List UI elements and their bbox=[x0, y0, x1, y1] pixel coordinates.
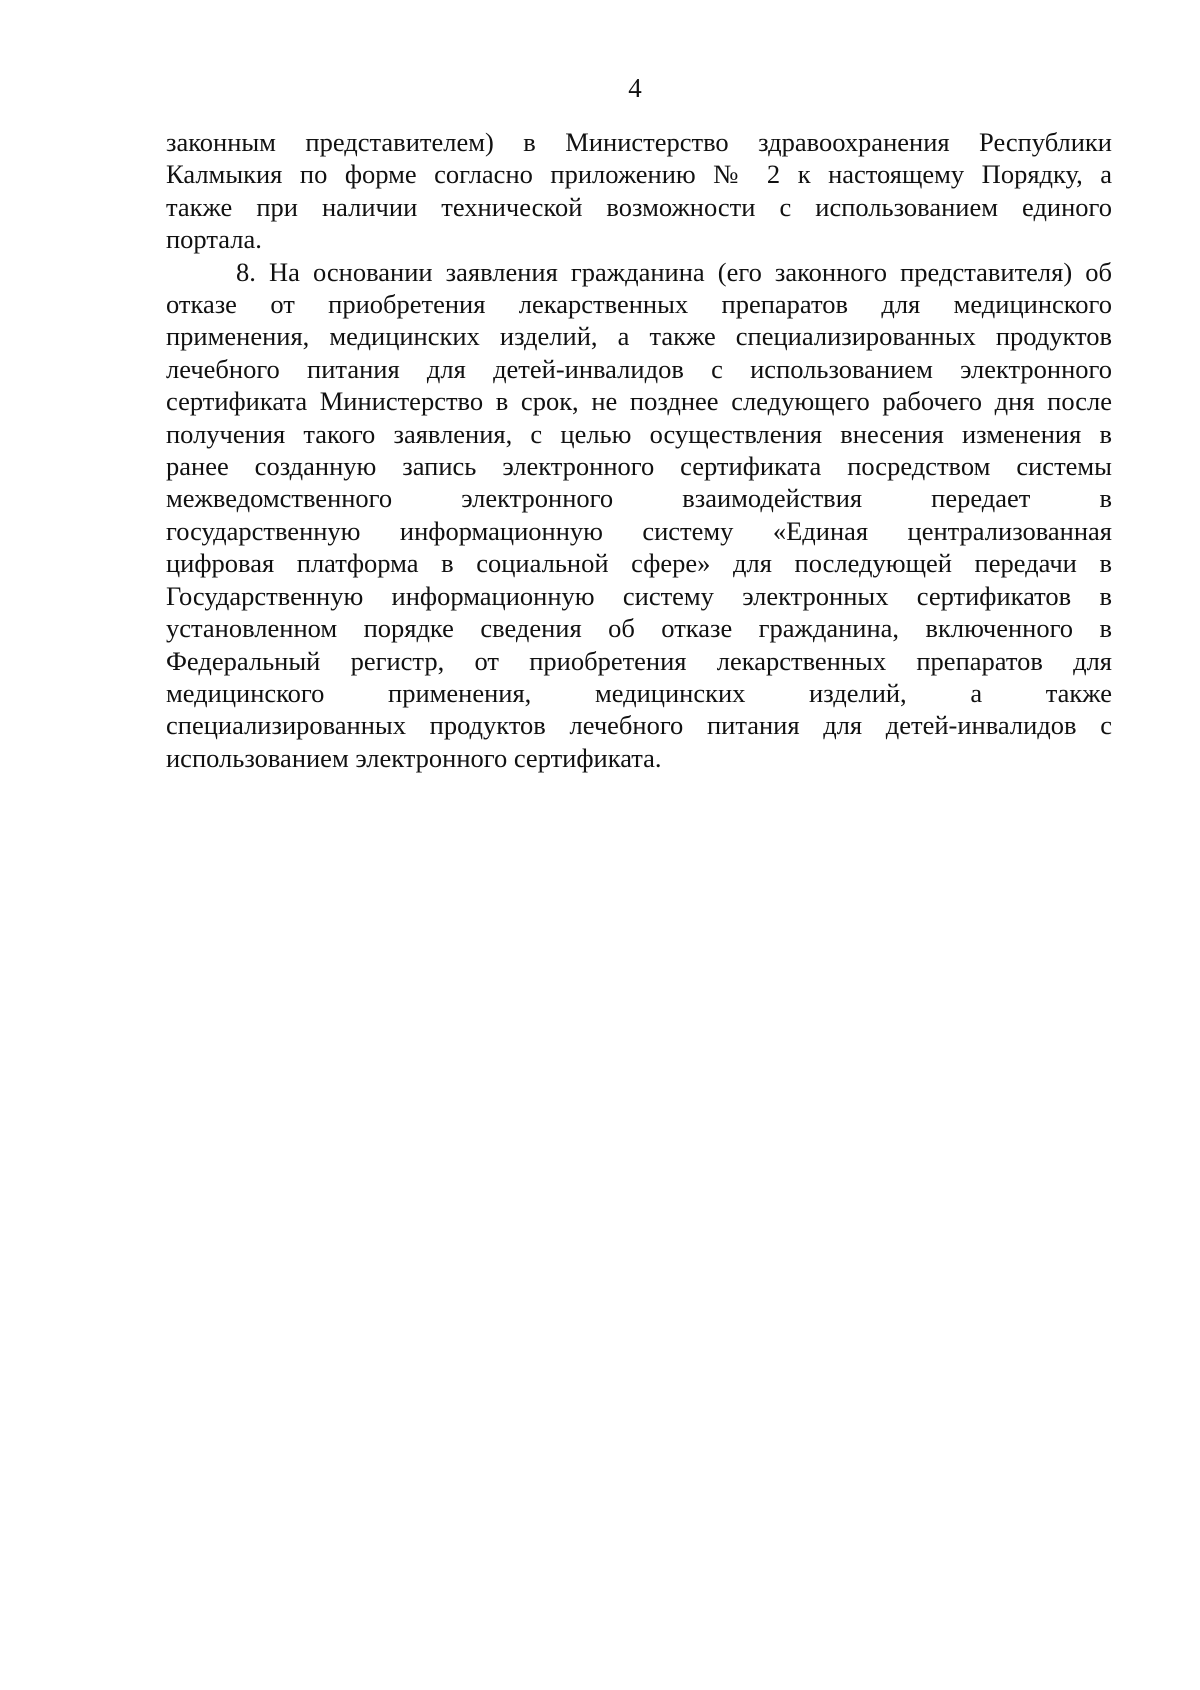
text-line: специализированных продуктов лечебного питания для детей-инвалидов с bbox=[166, 710, 1112, 741]
text-line: межведомственного электронного взаимодействия передает в bbox=[166, 483, 1112, 514]
text-line: отказе от приобретения лекарственных препаратов для медицинского bbox=[166, 289, 1112, 320]
text-line: применения, медицинских изделий, а также специализированных продуктов bbox=[166, 321, 1112, 352]
text-line: медицинского применения, медицинских изделий, а также bbox=[166, 677, 1112, 708]
text-line: использованием электронного сертификата. bbox=[166, 742, 662, 773]
text-line: получения такого заявления, с целью осуществления внесения изменения в bbox=[166, 418, 1112, 449]
text-line: также при наличии технической возможности с использованием единого bbox=[166, 191, 1112, 222]
text-line: цифровая платформа в социальной сфере» для последующей передачи в bbox=[166, 548, 1112, 579]
text-line: ранее созданную запись электронного сертификата посредством системы bbox=[166, 451, 1112, 482]
text-line: Государственную информационную систему электронных сертификатов в bbox=[166, 580, 1112, 611]
text-line: портала. bbox=[166, 224, 262, 255]
paragraph-item-8 bbox=[166, 256, 1112, 775]
text-line: законным представителем) в Министерство здравоохранения Республики bbox=[166, 127, 1112, 157]
text-line: Калмыкия по форме согласно приложению № 2 к настоящему Порядку, а bbox=[166, 159, 1112, 190]
document-body bbox=[166, 126, 1112, 774]
text-line: лечебного питания для детей-инвалидов с использованием электронного bbox=[166, 353, 1112, 384]
paragraph-continuation bbox=[166, 126, 1112, 256]
text-line: сертификата Министерство в срок, не позднее следующего рабочего дня после bbox=[166, 386, 1112, 417]
text-line: 8. На основании заявления гражданина (его законного представителя) об bbox=[236, 256, 1112, 287]
text-line: Федеральный регистр, от приобретения лекарственных препаратов для bbox=[166, 645, 1112, 676]
page-number: 4 bbox=[628, 73, 642, 103]
text-line: государственную информационную систему «Единая централизованная bbox=[166, 515, 1112, 546]
text-line: установленном порядке сведения об отказе гражданина, включенного в bbox=[166, 613, 1112, 644]
